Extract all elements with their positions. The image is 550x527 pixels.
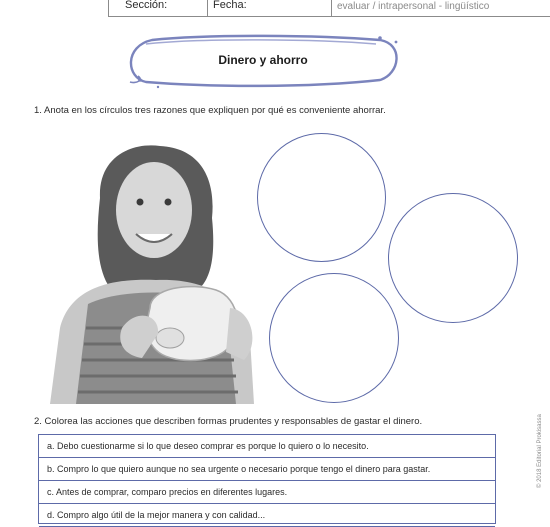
- face: [116, 162, 192, 258]
- seccion-label: Sección:: [125, 0, 168, 11]
- piggy-snout: [156, 328, 184, 348]
- option-c[interactable]: c. Antes de comprar, comparo precios en diferentes lugares.: [39, 481, 495, 504]
- option-b[interactable]: b. Compro lo que quiero aunque no sea urgente o necesario porque tengo el dinero para gastar.: [39, 458, 495, 481]
- piggy-body: [147, 287, 237, 361]
- option-d[interactable]: d. Compro algo útil de la mejor manera y con calidad...: [39, 504, 495, 527]
- option-a[interactable]: a. Debo cuestionarme si lo que deseo comprar es porque lo quiero o lo necesito.: [39, 435, 495, 458]
- header-table: [108, 0, 550, 17]
- header-divider: [207, 0, 208, 16]
- fecha-label: Fecha:: [213, 0, 247, 11]
- copyright-text: © 2018 Editorial Prokisassa: [537, 414, 543, 488]
- answer-circle-2[interactable]: [388, 193, 518, 323]
- eye: [165, 199, 172, 206]
- answer-circle-1[interactable]: [257, 133, 386, 262]
- competencias-text: evaluar / intrapersonal - lingüístico: [337, 1, 490, 12]
- answer-circle-3[interactable]: [269, 273, 399, 403]
- question-2: 2. Colorea las acciones que describen formas prudentes y responsables de gastar el dinero.: [34, 416, 423, 427]
- eye: [137, 199, 144, 206]
- worksheet-title: Dinero y ahorro: [218, 53, 308, 67]
- question-1: 1. Anota en los círculos tres razones que expliquen por qué es conveniente ahorrar.: [34, 105, 386, 116]
- girl-with-piggy-bank-photo: [40, 138, 272, 404]
- header-divider: [331, 0, 332, 16]
- options-list: [38, 434, 496, 524]
